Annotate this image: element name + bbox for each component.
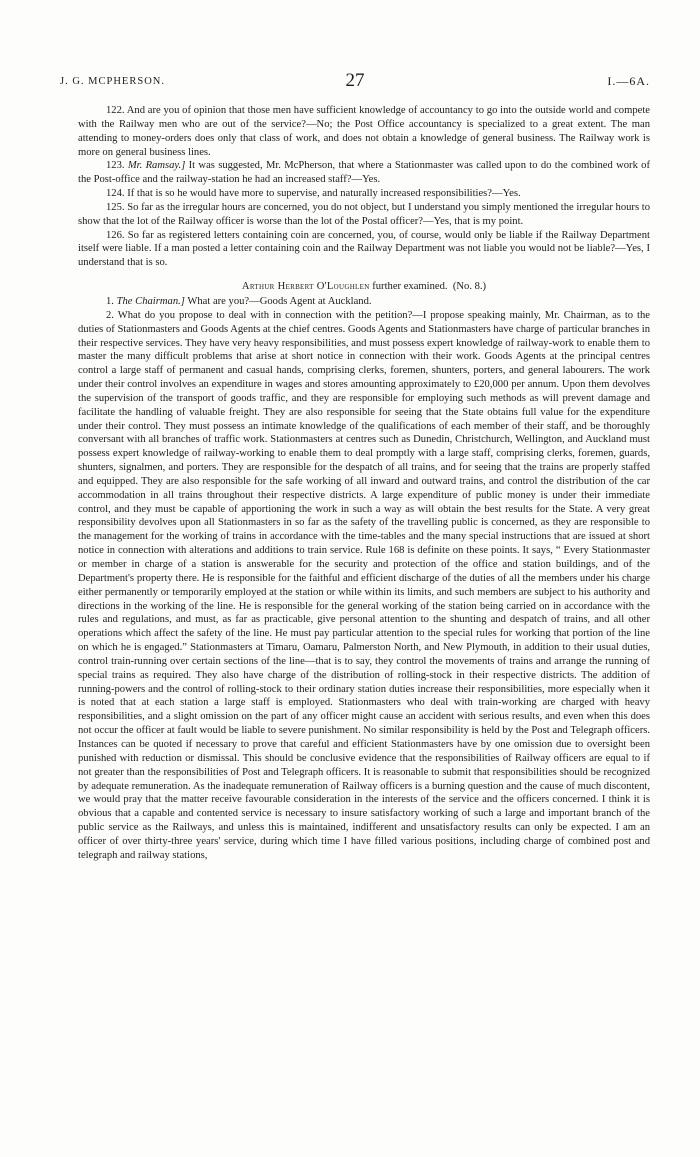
question-number: 126. <box>106 229 125 241</box>
question-125 <box>78 201 650 229</box>
question-122 <box>78 104 650 159</box>
question-126 <box>78 229 650 271</box>
question-124 <box>78 187 650 201</box>
question-text: If that is so he would have more to supervise, and naturally increased responsibilities?—Yes. <box>127 188 521 200</box>
speaker-label: The Chairman.] <box>116 295 185 307</box>
question-text: What are you?—Goods Agent at Auckland. <box>187 295 372 307</box>
question-number: 1. <box>106 295 114 307</box>
question-text: So far as the irregular hours are concerned, you do not object, but I understand you simply mentioned the irregular hours to show that the lot of the Railway officer is worse than the lot of the Postal officer?—Yes, that is my point. <box>78 201 651 227</box>
question-number: 124. <box>106 188 125 200</box>
question-2 <box>78 309 650 863</box>
witness-heading <box>78 280 650 294</box>
question-number: 125. <box>106 201 125 213</box>
question-123 <box>78 159 650 187</box>
page-header <box>60 70 650 96</box>
question-1 <box>78 295 650 309</box>
question-text: So far as registered letters containing coin are concerned, you, of course, would only be liable if the Railway Department itself were liable. If a man posted a letter containing coin and the Railway Department was not liable you would not be liable?—Yes, I understand that is so. <box>78 229 650 269</box>
question-text: What do you propose to deal with in connection with the petition?—I propose speaking mainly, Mr. Chairman, as to the duties of Stationmasters and Goods Agents at the chief centres. Goods Agents and Stationmasters have charge of particular branches in their respective services. They have very heavy responsibilities, and must possess expert knowledge of railway-work to enable them to master the many difficult problems that arise at short notice in connection with their work. Goods Agents at the principal centres control a large staff of permanent and casual hands, comprising clerks, foremen, shunters, porters, and general labourers. The work under their control involves an expenditure in wages and stores amounting approximately to £20,000 per annum. Upon them devolves the supervision of the transport of goods traffic, and they are responsible for employing such methods as will prevent damage and facilitate the handling of valuable freight. They are also responsible for seeing that the State obtains full value for the expenditure under their control. They must possess an intimate knowledge of the qualifications of each member of their staff, and be thoroughly conversant with all branches of traffic work. Stationmasters at centres such as Dunedin, Christchurch, Wellington, and Auckland must possess expert knowledge of railway-working to enable them to deal promptly with a large staff, comprising clerks, foremen, guards, shunters, signalmen, and porters. They are responsible for the despatch of all trains, and for seeing that the trains are properly staffed and equipped. They are also responsible for the safe working of all inward and outward trains, and control the distribution of the car accommodation in all trains throughout their respective districts. A large expenditure of public money is under their immediate control, and they must be capable of apportioning the work in such a way as will obtain the best results for the State. A very great responsibility devolves upon all Stationmasters in so far as the safety of the travelling public is concerned, as they are responsible to the management for the working of trains in accordance with the time-tables and the many special instructions that are issued at short notice in connection with alterations and additions to train service. Rule 168 is definite on these points. It says, “ Every Stationmaster or member in charge of a station is answerable for the security and protection of the office and station buildings, and of the Department's property there. He is responsible for the faithful and efficient discharge of the duties of all the members under his charge either permanently or temporarily employed at the station or while within its limits, and such members are subject to his authority and directions in the working of the line. He is responsible for the general working of the station being carried on in accordance with the rules and regulations, and must, as far as practicable, give personal attention to the shunting and despatch of trains, and all other operations which affect the safety of the line. He must pay particular attention to the special rules for working that portion of the line on which he is engaged.” Stationmasters at Timaru, Oamaru, Palmerston North, and New Plymouth, in addition to their usual duties, control train-running over certain sections of the line—that is to say, they control the movements of trains and arrange the running of special trains as required. They also have charge of the distribution of rolling-stock in their respective districts. The addition of running-powers and the control of rolling-stock to their ordinary station duties increase their responsibilities, more especially when it is noted that at each station a large staff is employed. Stationmasters who deal with train-working are charged with heavy responsibilities, and a slight omission on the part of any officer might cause an accident with serious results, and even when this does not occur the officer at fault would be liable to severe punishment. No similar responsibility is held by the Post and Telegraph officers. Instances can be quoted if necessary to prove that careful and efficient Stationmasters have by one omission due to oversight been punished with reduction or dismissal. This should be conclusive evidence that the responsibilities of Railway officers are equal to if not greater than the responsibilities of Post and Telegraph officers. It is reasonable to submit that responsibilities should be recognized by adequate remuneration. As the inadequate remuneration of Railway officers is a burning question and the cause of much discontent, we would pray that the matter receive favourable consideration in the interests of the service and the officers concerned. I think it is obvious that a capable and contented service is necessary to insure satisfactory working of such a large and important branch of the public service as the Railways, and unless this is maintained, indifferent and unsatisfactory results can only be expected. I am an officer of over thirty-three years' service, during which time I have filled various positions, including charge of combined post and telegraph and railway stations, <box>78 309 650 861</box>
question-text: It was suggested, Mr. McPherson, that where a Stationmaster was called upon to do the combined work of the Post-office and the railway-station he had an increased staff?—Yes. <box>78 160 650 186</box>
question-number: 2. <box>106 309 114 321</box>
header-witness-name: J. G. MCPHERSON. <box>60 76 165 87</box>
page-number: 27 <box>345 70 365 91</box>
document-body <box>78 104 650 863</box>
question-text: And are you of opinion that those men have sufficient knowledge of accountancy to go into the outside world and compete with the Railway men who are out of the service?—No; the Post Office accountancy is specialized to a great extent. The man attending to money-orders does only that class of work, and does not obtain a knowledge of general business. The Railway work is more on general business lines. <box>78 105 650 158</box>
document-reference: I.—6A. <box>607 74 650 88</box>
witness-name: Arthur Herbert O'Loughlen <box>241 281 370 293</box>
speaker-label: Mr. Ramsay.] <box>127 160 186 172</box>
witness-number: (No. 8.) <box>452 281 487 293</box>
question-number: 123. <box>106 160 125 172</box>
question-number: 122. <box>106 105 125 116</box>
witness-status: further examined. <box>372 281 448 293</box>
